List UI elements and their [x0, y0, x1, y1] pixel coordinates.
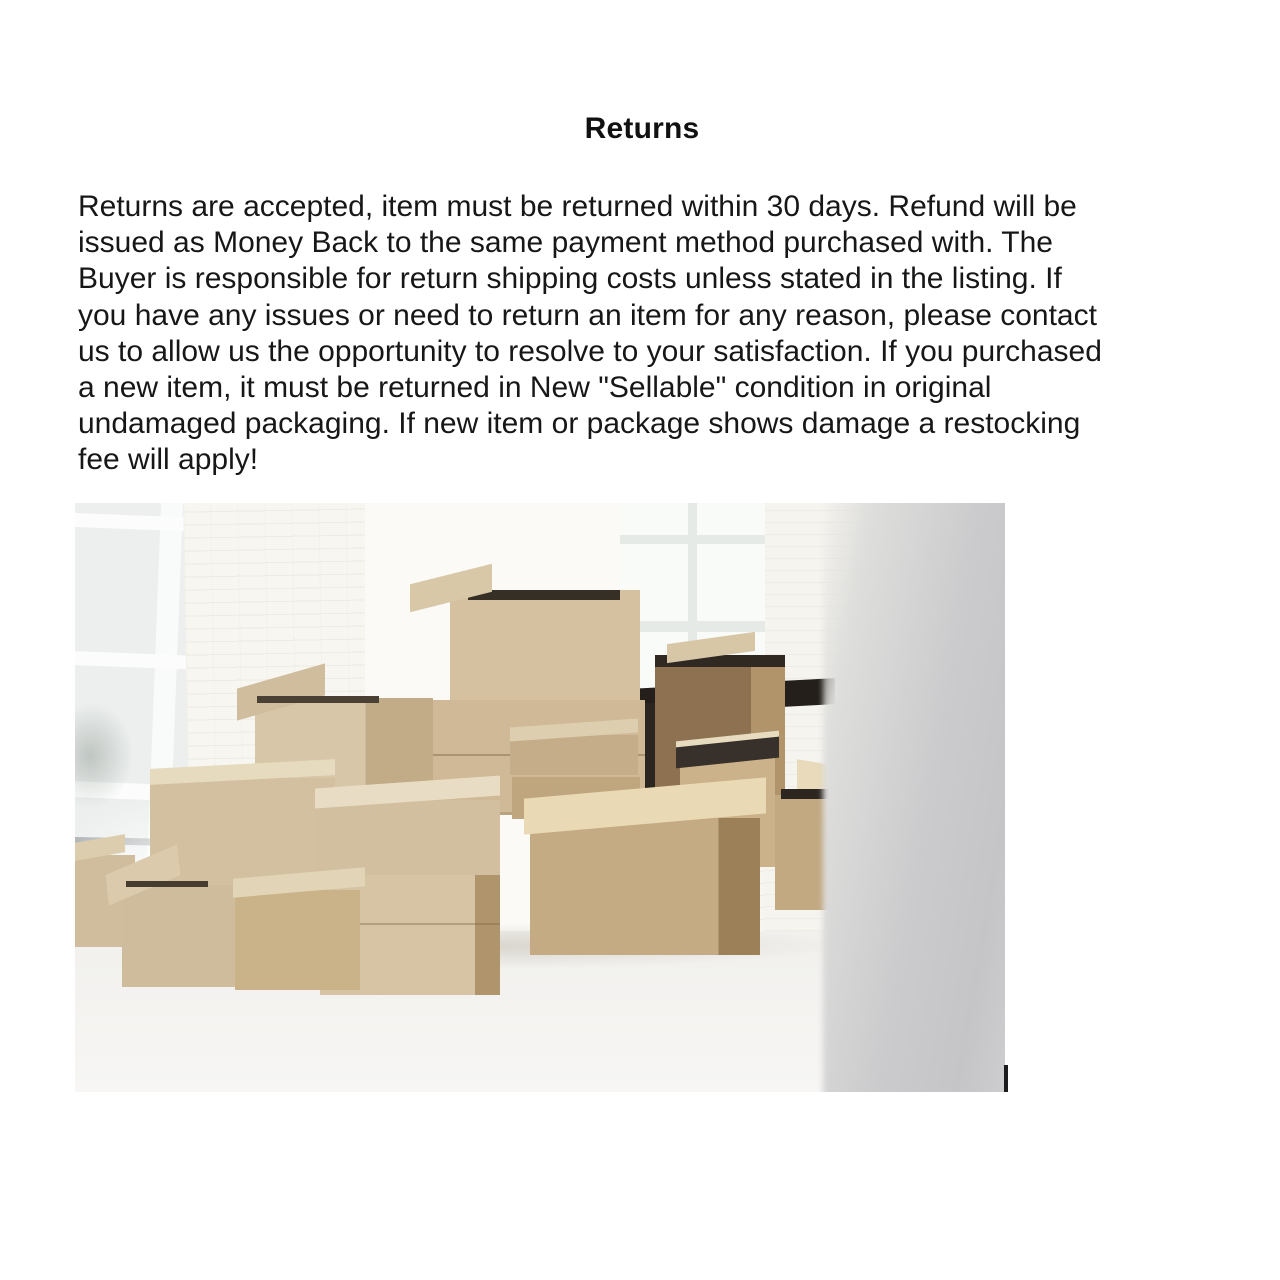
cardboard-box	[235, 890, 360, 990]
policy-line: Returns are accepted, item must be returned within 30 days. Refund will be	[78, 190, 1077, 223]
cardboard-box-open	[122, 885, 240, 987]
cardboard-box-small	[510, 735, 638, 775]
policy-line: issued as Money Back to the same payment method purchased with. The	[78, 226, 1053, 260]
window-frame-bar	[620, 535, 772, 544]
policy-line: Buyer is responsible for return shipping costs unless stated in the listing. If	[78, 262, 1062, 296]
moving-boxes-photo	[75, 503, 1005, 1092]
cardboard-box-large	[530, 818, 760, 955]
policy-line: fee will apply!	[78, 443, 259, 477]
window-frame-bar	[75, 650, 203, 670]
policy-line: you have any issues or need to return an item for any reason, please contact	[78, 298, 1097, 332]
blurred-foreground-wall	[823, 503, 1005, 1092]
returns-policy-paragraph	[78, 189, 1102, 479]
policy-line: us to allow us the opportunity to resolve to your satisfaction. If you purchased	[78, 334, 1102, 368]
page-title: Returns	[584, 112, 700, 145]
policy-line: a new item, it must be returned in New "Sellable" condition in original	[78, 371, 992, 405]
policy-line: undamaged packaging. If new item or package shows damage a restocking	[78, 407, 1081, 441]
text-cursor	[1004, 1065, 1008, 1092]
cardboard-box-open	[450, 590, 640, 705]
window-frame-bar	[620, 621, 772, 632]
